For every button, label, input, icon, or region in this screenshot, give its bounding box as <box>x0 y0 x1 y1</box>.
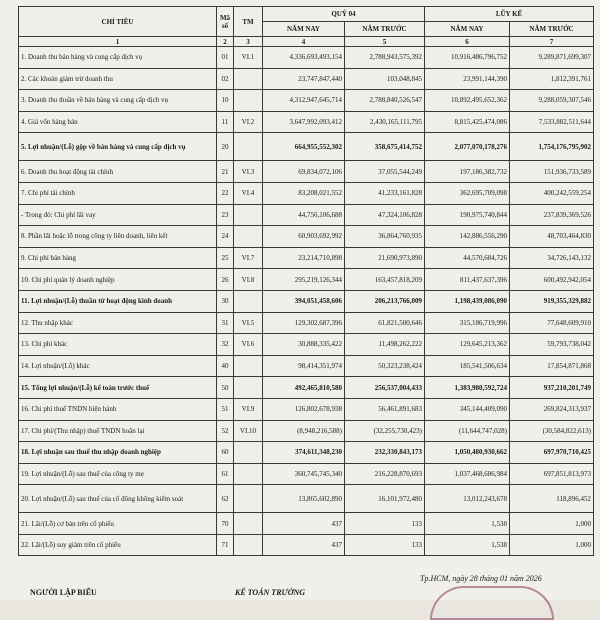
row-q-nam-nay: 98,414,351,974 <box>263 355 345 377</box>
row-q-nam-truoc: 16,101,972,480 <box>345 485 425 513</box>
table-row <box>19 534 594 556</box>
table-row <box>19 420 594 442</box>
table-row <box>19 290 594 312</box>
row-q-nam-nay: 126,802,678,938 <box>263 398 345 420</box>
row-lk-nam-truoc: 919,355,329,882 <box>510 290 594 312</box>
row-ma-so: 23 <box>217 204 234 226</box>
row-lk-nam-nay: 2,077,070,178,276 <box>425 133 510 161</box>
row-q-nam-truoc: 232,330,843,173 <box>345 442 425 464</box>
row-label: 6. Doanh thu hoạt động tài chính <box>19 161 217 183</box>
row-label: 5. Lợi nhuận/(Lỗ) gộp về bán hàng và cung cấp dịch vụ <box>19 133 217 161</box>
row-lk-nam-truoc: 34,726,143,132 <box>510 247 594 269</box>
row-q-nam-nay: 23,214,710,898 <box>263 247 345 269</box>
row-q-nam-truoc: 11,498,262,222 <box>345 334 425 356</box>
row-lk-nam-truoc: 697,970,710,425 <box>510 442 594 464</box>
col-number: 4 <box>263 37 345 47</box>
row-ma-so: 71 <box>217 534 234 556</box>
row-lk-nam-truoc: 1,812,391,761 <box>510 68 594 90</box>
row-label: 10. Chi phí quản lý doanh nghiệp <box>19 269 217 291</box>
row-ma-so: 61 <box>217 463 234 485</box>
row-label: 15. Tổng lợi nhuận/(Lỗ) kế toán trước thuế <box>19 377 217 399</box>
row-q-nam-nay: 3,647,992,093,412 <box>263 111 345 133</box>
row-lk-nam-nay: 315,186,719,996 <box>425 312 510 334</box>
row-label: 11. Lợi nhuận/(Lỗ) thuần từ hoạt động kinh doanh <box>19 290 217 312</box>
row-tm <box>234 355 263 377</box>
table-row <box>19 90 594 112</box>
row-q-nam-nay: 492,465,810,580 <box>263 377 345 399</box>
row-q-nam-nay: 394,051,458,606 <box>263 290 345 312</box>
row-lk-nam-truoc: 697,851,813,973 <box>510 463 594 485</box>
row-lk-nam-nay: 1,538 <box>425 513 510 535</box>
header-quy: QUÝ 04 <box>263 7 425 22</box>
header-q-nam-nay: NĂM NAY <box>263 22 345 37</box>
row-q-nam-truoc: 2,430,165,111,795 <box>345 111 425 133</box>
row-lk-nam-truoc: 1,754,176,795,902 <box>510 133 594 161</box>
row-q-nam-truoc: 21,690,973,890 <box>345 247 425 269</box>
row-q-nam-nay: 4,336,693,493,154 <box>263 47 345 69</box>
table-row <box>19 312 594 334</box>
row-label: 17. Chi phí/(Thu nhập) thuế TNDN hoãn lại <box>19 420 217 442</box>
row-ma-so: 40 <box>217 355 234 377</box>
table-row <box>19 182 594 204</box>
chief-accountant-label: KẾ TOÁN TRƯỞNG <box>235 588 306 597</box>
row-q-nam-nay: 69,834,072,106 <box>263 161 345 183</box>
row-lk-nam-nay: 44,570,684,726 <box>425 247 510 269</box>
row-q-nam-nay: 664,955,552,302 <box>263 133 345 161</box>
row-tm: VI.7 <box>234 247 263 269</box>
header-ma-so: Mã số <box>217 7 234 37</box>
row-q-nam-nay: 4,312,947,645,714 <box>263 90 345 112</box>
row-lk-nam-nay: 1,538 <box>425 534 510 556</box>
row-lk-nam-nay: (11,644,747,028) <box>425 420 510 442</box>
row-q-nam-nay: 23,747,847,440 <box>263 68 345 90</box>
row-lk-nam-nay: 345,144,409,090 <box>425 398 510 420</box>
table-row <box>19 204 594 226</box>
row-ma-so: 62 <box>217 485 234 513</box>
row-ma-so: 51 <box>217 398 234 420</box>
row-ma-so: 52 <box>217 420 234 442</box>
row-label: 16. Chi phí thuế TNDN hiện hành <box>19 398 217 420</box>
row-lk-nam-truoc: 237,839,369,526 <box>510 204 594 226</box>
row-ma-so: 70 <box>217 513 234 535</box>
row-label: 19. Lợi nhuận/(Lỗ) sau thuế của công ty mẹ <box>19 463 217 485</box>
row-label: 13. Chi phí khác <box>19 334 217 356</box>
row-label: 9. Chi phí bán hàng <box>19 247 217 269</box>
row-tm <box>234 463 263 485</box>
row-lk-nam-nay: 8,815,425,474,086 <box>425 111 510 133</box>
row-ma-so: 30 <box>217 290 234 312</box>
row-ma-so: 25 <box>217 247 234 269</box>
income-statement-table <box>18 6 594 556</box>
row-lk-nam-truoc: 151,936,733,589 <box>510 161 594 183</box>
table-row <box>19 334 594 356</box>
row-q-nam-nay: 295,219,126,344 <box>263 269 345 291</box>
table-row <box>19 513 594 535</box>
row-tm <box>234 68 263 90</box>
row-q-nam-nay: 374,611,348,230 <box>263 442 345 464</box>
row-q-nam-truoc: 163,457,818,209 <box>345 269 425 291</box>
row-q-nam-nay: (8,948,216,588) <box>263 420 345 442</box>
row-q-nam-truoc: 2,788,943,575,392 <box>345 47 425 69</box>
row-label: 14. Lợi nhuận/(Lỗ) khác <box>19 355 217 377</box>
row-ma-so: 32 <box>217 334 234 356</box>
row-tm: VI.3 <box>234 161 263 183</box>
row-tm <box>234 226 263 248</box>
row-tm <box>234 442 263 464</box>
row-tm: VI.1 <box>234 47 263 69</box>
row-lk-nam-nay: 185,541,506,634 <box>425 355 510 377</box>
row-lk-nam-truoc: 7,533,882,511,644 <box>510 111 594 133</box>
row-q-nam-truoc: 37,055,544,249 <box>345 161 425 183</box>
row-lk-nam-truoc: 118,896,452 <box>510 485 594 513</box>
row-lk-nam-nay: 23,991,144,390 <box>425 68 510 90</box>
row-q-nam-nay: 83,208,021,552 <box>263 182 345 204</box>
row-lk-nam-nay: 1,050,480,930,662 <box>425 442 510 464</box>
row-label: - Trong đó: Chi phí lãi vay <box>19 204 217 226</box>
row-ma-so: 11 <box>217 111 234 133</box>
row-q-nam-truoc: 61,821,500,646 <box>345 312 425 334</box>
date-line: Tp.HCM, ngày 28 tháng 01 năm 2026 <box>420 574 542 583</box>
row-tm: VI.5 <box>234 312 263 334</box>
row-q-nam-nay: 60,903,692,992 <box>263 226 345 248</box>
header-q-nam-truoc: NĂM TRƯỚC <box>345 22 425 37</box>
row-tm: VI.2 <box>234 111 263 133</box>
row-q-nam-truoc: 56,461,891,683 <box>345 398 425 420</box>
row-lk-nam-nay: 811,437,637,396 <box>425 269 510 291</box>
row-lk-nam-truoc: 9,289,871,699,307 <box>510 47 594 69</box>
row-lk-nam-nay: 10,892,495,652,362 <box>425 90 510 112</box>
row-lk-nam-truoc: 17,854,871,868 <box>510 355 594 377</box>
row-ma-so: 01 <box>217 47 234 69</box>
row-q-nam-truoc: (32,255,730,423) <box>345 420 425 442</box>
row-tm <box>234 485 263 513</box>
table-row <box>19 463 594 485</box>
row-lk-nam-nay: 1,037,468,686,984 <box>425 463 510 485</box>
row-q-nam-nay: 30,888,335,422 <box>263 334 345 356</box>
row-q-nam-truoc: 2,788,840,526,547 <box>345 90 425 112</box>
row-tm: VI.4 <box>234 182 263 204</box>
row-q-nam-truoc: 358,675,414,752 <box>345 133 425 161</box>
table-row <box>19 111 594 133</box>
row-lk-nam-truoc: 59,793,738,042 <box>510 334 594 356</box>
row-lk-nam-truoc: 269,824,313,937 <box>510 398 594 420</box>
row-ma-so: 02 <box>217 68 234 90</box>
table-row <box>19 247 594 269</box>
row-label: 20. Lợi nhuận/(Lỗ) sau thuế của cổ đông không kiểm soát <box>19 485 217 513</box>
table-row <box>19 442 594 464</box>
preparer-label: NGƯỜI LẬP BIỂU <box>30 588 97 597</box>
row-ma-so: 26 <box>217 269 234 291</box>
row-label: 3. Doanh thu thuần về bán hàng và cung cấp dịch vụ <box>19 90 217 112</box>
row-lk-nam-truoc: 600,492,942,054 <box>510 269 594 291</box>
header-luy-ke: LŨY KẾ <box>425 7 594 22</box>
column-number-row <box>19 37 594 47</box>
table-row <box>19 47 594 69</box>
row-tm <box>234 290 263 312</box>
row-ma-so: 31 <box>217 312 234 334</box>
row-lk-nam-truoc: 937,210,201,749 <box>510 377 594 399</box>
row-q-nam-truoc: 133 <box>345 513 425 535</box>
row-q-nam-truoc: 47,324,106,828 <box>345 204 425 226</box>
row-q-nam-truoc: 216,228,870,693 <box>345 463 425 485</box>
row-label: 2. Các khoản giảm trừ doanh thu <box>19 68 217 90</box>
table-row <box>19 398 594 420</box>
row-ma-so: 50 <box>217 377 234 399</box>
table-row <box>19 269 594 291</box>
row-q-nam-truoc: 41,233,161,828 <box>345 182 425 204</box>
row-q-nam-nay: 437 <box>263 513 345 535</box>
row-lk-nam-nay: 1,383,980,592,724 <box>425 377 510 399</box>
row-tm <box>234 204 263 226</box>
table-row <box>19 377 594 399</box>
row-ma-so: 22 <box>217 182 234 204</box>
row-lk-nam-truoc: 48,703,464,830 <box>510 226 594 248</box>
row-q-nam-nay: 129,302,687,396 <box>263 312 345 334</box>
row-label: 7. Chi phí tài chính <box>19 182 217 204</box>
row-lk-nam-nay: 142,886,556,290 <box>425 226 510 248</box>
col-number: 7 <box>510 37 594 47</box>
row-lk-nam-nay: 197,186,382,732 <box>425 161 510 183</box>
row-lk-nam-truoc: 77,648,609,910 <box>510 312 594 334</box>
header-lk-nam-nay: NĂM NAY <box>425 22 510 37</box>
col-number: 6 <box>425 37 510 47</box>
row-lk-nam-nay: 190,975,740,844 <box>425 204 510 226</box>
signature-area <box>0 572 600 600</box>
row-lk-nam-truoc: (30,584,822,613) <box>510 420 594 442</box>
row-lk-nam-truoc: 1,000 <box>510 513 594 535</box>
row-label: 18. Lợi nhuận sau thuế thu nhập doanh nghiệp <box>19 442 217 464</box>
row-lk-nam-nay: 362,695,709,098 <box>425 182 510 204</box>
table-row <box>19 485 594 513</box>
row-tm: VI.10 <box>234 420 263 442</box>
col-number: 1 <box>19 37 217 47</box>
row-label: 21. Lãi/(Lỗ) cơ bản trên cổ phiếu <box>19 513 217 535</box>
row-ma-so: 60 <box>217 442 234 464</box>
row-q-nam-nay: 437 <box>263 534 345 556</box>
row-ma-so: 10 <box>217 90 234 112</box>
table-row <box>19 161 594 183</box>
table-row <box>19 68 594 90</box>
row-tm: VI.6 <box>234 334 263 356</box>
row-ma-so: 20 <box>217 133 234 161</box>
company-seal <box>430 586 554 620</box>
row-lk-nam-truoc: 9,288,059,307,546 <box>510 90 594 112</box>
table-row <box>19 226 594 248</box>
row-q-nam-nay: 44,756,106,688 <box>263 204 345 226</box>
row-tm <box>234 133 263 161</box>
row-lk-nam-nay: 13,012,243,678 <box>425 485 510 513</box>
row-tm <box>234 513 263 535</box>
row-label: 8. Phần lãi hoặc lỗ trong công ty liên doanh, liên kết <box>19 226 217 248</box>
col-number: 5 <box>345 37 425 47</box>
row-label: 22. Lãi/(Lỗ) suy giảm trên cổ phiếu <box>19 534 217 556</box>
row-ma-so: 24 <box>217 226 234 248</box>
row-lk-nam-truoc: 1,000 <box>510 534 594 556</box>
col-number: 3 <box>234 37 263 47</box>
row-q-nam-truoc: 133 <box>345 534 425 556</box>
row-q-nam-truoc: 206,213,766,009 <box>345 290 425 312</box>
row-lk-nam-nay: 1,198,439,086,090 <box>425 290 510 312</box>
row-tm: VI.8 <box>234 269 263 291</box>
header-lk-nam-truoc: NĂM TRƯỚC <box>510 22 594 37</box>
row-label: 12. Thu nhập khác <box>19 312 217 334</box>
col-number: 2 <box>217 37 234 47</box>
header-chi-tieu: CHỈ TIÊU <box>19 7 217 37</box>
row-tm: VI.9 <box>234 398 263 420</box>
row-tm <box>234 534 263 556</box>
row-tm <box>234 377 263 399</box>
row-lk-nam-nay: 129,645,213,362 <box>425 334 510 356</box>
row-q-nam-truoc: 256,537,004,433 <box>345 377 425 399</box>
table-row <box>19 133 594 161</box>
row-q-nam-nay: 13,865,602,890 <box>263 485 345 513</box>
row-q-nam-truoc: 36,864,760,935 <box>345 226 425 248</box>
row-label: 1. Doanh thu bán hàng và cung cấp dịch vụ <box>19 47 217 69</box>
row-label: 4. Giá vốn hàng bán <box>19 111 217 133</box>
row-lk-nam-truoc: 400,242,559,254 <box>510 182 594 204</box>
row-q-nam-nay: 360,745,745,340 <box>263 463 345 485</box>
row-tm <box>234 90 263 112</box>
header-tm: TM <box>234 7 263 37</box>
row-lk-nam-nay: 10,916,486,796,752 <box>425 47 510 69</box>
row-q-nam-truoc: 103,048,845 <box>345 68 425 90</box>
table-row <box>19 355 594 377</box>
row-q-nam-truoc: 50,323,238,424 <box>345 355 425 377</box>
row-ma-so: 21 <box>217 161 234 183</box>
